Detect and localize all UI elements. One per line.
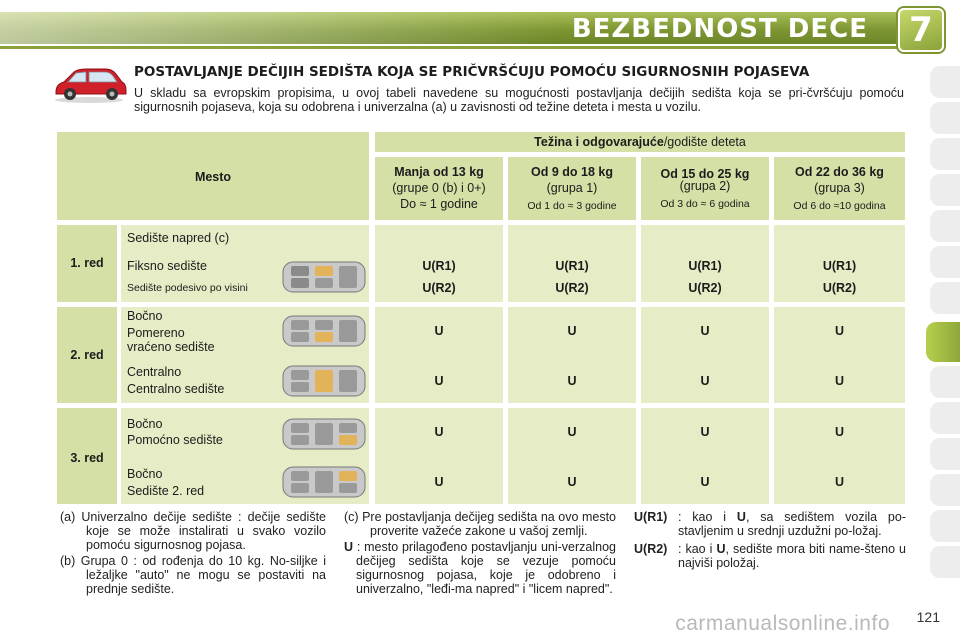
group-header-1: [508, 157, 636, 220]
row1-value-cell: [508, 225, 636, 302]
footnote-r1-u: U: [736, 510, 746, 524]
footnote-r1-key: U(R1): [634, 510, 668, 524]
car-icon: [50, 64, 128, 104]
car-seat-diagram-icon: [281, 313, 367, 349]
side-tab-active[interactable]: [926, 322, 960, 362]
footnotes-left: [60, 510, 326, 596]
row3-value-cell: [375, 408, 503, 504]
group-label: (grupe 0 (b) i 0+): [392, 181, 486, 195]
car-seat-diagram-icon: [281, 363, 367, 399]
row-label: 2. red: [70, 348, 104, 362]
seat-value: U(R1): [422, 259, 456, 273]
header-stripe: [0, 46, 920, 49]
seat-value: U: [834, 425, 845, 439]
watermark: carmanualsonline.info: [675, 612, 890, 635]
row1-place-cell: [121, 225, 369, 302]
seat-value: U: [567, 324, 577, 338]
group-weight: Od 15 do 25 kg: [660, 167, 750, 181]
row2-value-cell: [375, 307, 503, 403]
weight-header-rest: /godište deteta: [663, 135, 746, 149]
place-text: Fiksno sedište: [127, 259, 207, 273]
group-weight: Manja od 13 kg: [394, 165, 484, 179]
footnote-r2-key: U(R2): [634, 542, 668, 556]
seat-value: U(R2): [688, 281, 722, 295]
side-tab[interactable]: [930, 546, 960, 578]
group-label: (grupa 3): [814, 181, 865, 195]
row2-place-cell: [121, 307, 369, 403]
page-number: 121: [916, 609, 940, 625]
side-tab[interactable]: [930, 102, 960, 134]
car-seat-diagram-icon: [281, 416, 367, 452]
row2-value-cell: [641, 307, 769, 403]
place-text: Centralno sedište: [127, 382, 225, 396]
place-text: Centralno: [127, 365, 182, 379]
footnote-b: (b) Grupa 0 : od rođenja do 10 kg. No-siljke i ležaljke "auto" ne mogu se postaviti na prednje sedište.: [60, 554, 326, 596]
seat-value: U(R1): [822, 259, 857, 273]
seat-value: U: [434, 324, 444, 338]
seat-value: U: [434, 425, 444, 439]
group-weight: Od 22 do 36 kg: [795, 165, 884, 179]
row1-label-cell: [57, 225, 117, 302]
place-text: Bočno: [127, 467, 163, 481]
row3-value-cell: [508, 408, 636, 504]
side-tab[interactable]: [930, 174, 960, 206]
seat-value: U: [434, 374, 444, 388]
page-header: [0, 0, 960, 52]
row2-value-cell: [508, 307, 636, 403]
group-weight: Od 9 do 18 kg: [531, 165, 613, 179]
group-header-3: [774, 157, 905, 220]
group-age: Od 6 do ≈10 godina: [793, 200, 886, 212]
group-label: (grupa 1): [546, 181, 598, 195]
header-highlight: [0, 12, 560, 44]
place-text: Pomoćno sedište: [127, 433, 223, 447]
footnote-r1-pre: : kao i: [678, 510, 727, 524]
mesto-header-cell: [57, 132, 369, 220]
car-seat-diagram-icon: [281, 259, 367, 295]
place-text: Sedište podesivo po visini: [127, 282, 248, 294]
row3-place-cell: [121, 408, 369, 504]
seat-value: U: [834, 475, 845, 489]
footnote-r1: [634, 510, 906, 538]
row3-label-cell: [57, 408, 117, 504]
group-age: Od 3 do ≈ 6 godina: [660, 198, 750, 210]
row2-value-cell: [774, 307, 905, 403]
footnote-u-key: U: [344, 540, 354, 554]
group-age: Do ≈ 1 godine: [400, 197, 478, 211]
side-tab[interactable]: [930, 474, 960, 506]
side-tab[interactable]: [930, 66, 960, 98]
side-tab[interactable]: [930, 210, 960, 242]
place-text: Sedište napred (c): [127, 231, 230, 245]
footnote-c: (c) Pre postavljanja dečijeg sedišta na ovo mesto proverite važeće zakone u vašoj zemlji.: [344, 510, 616, 538]
side-tab[interactable]: [930, 246, 960, 278]
footnote-r2-post: , sedište mora biti name-šteno u najviši položaj.: [678, 542, 906, 570]
side-tab[interactable]: [930, 366, 960, 398]
row3-value-cell: [774, 408, 905, 504]
side-tab[interactable]: [930, 282, 960, 314]
seat-value: U: [700, 374, 710, 388]
seat-value: U: [567, 425, 577, 439]
row3-value-cell: [641, 408, 769, 504]
group-label: (grupa 2): [679, 179, 731, 193]
seat-value: U: [567, 374, 577, 388]
group-header-2: [641, 157, 769, 220]
footnote-r1-post: , sa sedištem vozila po-stavljenim u srednji uzdužni po-ložaj.: [678, 510, 906, 538]
footnote-r2: [634, 542, 906, 570]
seat-value: U(R1): [555, 259, 589, 273]
footnote-a: (a) Univerzalno dečije sedište : dečije sedište koje se može instalirati u svako vozilo pomoću sigurnosnog pojasa.: [60, 510, 326, 552]
place-text: Pomereno: [127, 326, 185, 340]
row1-value-cell: [774, 225, 905, 302]
footnotes-right: [634, 510, 906, 570]
seat-value: U(R1): [688, 259, 722, 273]
seat-value: U: [434, 475, 444, 489]
row-label: 1. red: [70, 256, 104, 270]
seat-value: U: [834, 374, 845, 388]
footnote-r2-pre: : kao i: [678, 542, 713, 556]
footnote-u-text: : mesto prilagođeno postavljanju uni-verzalnog dečijeg sedišta koje se vezuje pomoću sigurnosnog pojasa, koje je odobreno i univerzalno, "leđi-ma napred" i "licem napred".: [356, 540, 616, 596]
place-text: Sedište 2. red: [127, 484, 205, 498]
footnote-r2-u: U: [716, 542, 726, 556]
seat-value: U: [700, 324, 710, 338]
footnote-r1-body: [678, 510, 906, 538]
page-title: BEZBEDNOST DECE: [571, 14, 868, 44]
footnotes-middle: [344, 510, 616, 596]
weight-header: [375, 135, 905, 149]
car-seat-diagram-icon: [281, 464, 367, 500]
seat-value: U(R2): [422, 281, 456, 295]
row1-value-cell: [375, 225, 503, 302]
seat-value: U(R2): [822, 281, 857, 295]
intro-paragraph: U skladu sa evropskim propisima, u ovoj tabeli navedene su mogućnosti postavljanja dečijih sedišta koja se pri-čvršćuju pomoću sigurnosnih pojaseva, koja su odobrena i univerzalna (a) u zavisnosti od težine deteta i mesta u vozilu.: [134, 86, 904, 114]
seat-value: U: [834, 324, 845, 338]
side-tab[interactable]: [930, 402, 960, 434]
row1-value-cell: [641, 225, 769, 302]
weight-header-cell: [375, 132, 905, 152]
group-header-0: [375, 157, 503, 220]
seat-value: U(R2): [555, 281, 589, 295]
place-text: Bočno: [127, 309, 163, 323]
chapter-badge: 7: [898, 8, 944, 52]
group-age: Od 1 do ≈ 3 godine: [527, 200, 617, 212]
weight-header-bold: Težina i odgovarajuće: [534, 135, 664, 149]
seat-value: U: [567, 475, 577, 489]
place-text: Bočno: [127, 417, 163, 431]
mesto-header: Mesto: [194, 170, 232, 184]
place-text: vraćeno sedište: [127, 340, 215, 354]
side-tab[interactable]: [930, 438, 960, 470]
seat-value: U: [700, 475, 710, 489]
seat-value: U: [700, 425, 710, 439]
row-label: 3. red: [70, 451, 104, 465]
section-title: POSTAVLJANJE DEČIJIH SEDIŠTA KOJA SE PRIČVRŠĆUJU POMOĆU SIGURNOSNIH POJASEVA: [134, 64, 810, 80]
side-tab[interactable]: [930, 138, 960, 170]
row2-label-cell: [57, 307, 117, 403]
side-tab[interactable]: [930, 510, 960, 542]
footnote-u: [344, 540, 616, 596]
footnote-r2-body: [678, 542, 906, 570]
